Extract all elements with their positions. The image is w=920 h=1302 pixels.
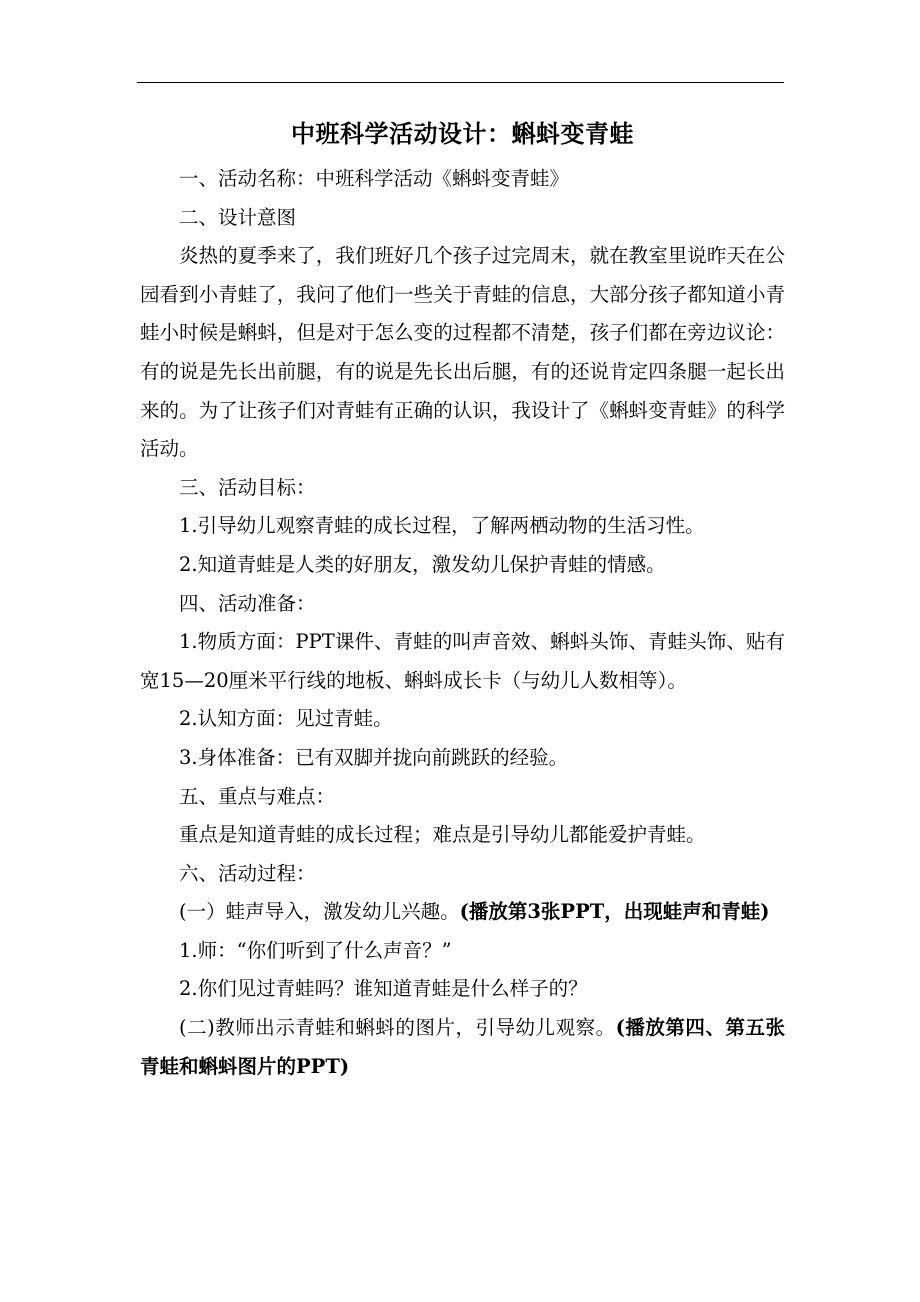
paragraph-preparation-heading — [140, 585, 785, 624]
document-title: 中班科学活动设计：蝌蚪变青蛙 — [291, 119, 634, 148]
paragraph-text: 一、活动名称：中班科学活动《蝌蚪变青蛙》 — [179, 167, 570, 190]
paragraph-text: (二)教师出示青蛙和蝌蚪的图片，引导幼儿观察。 — [179, 1016, 616, 1040]
paragraph-goals-heading — [140, 469, 785, 508]
paragraph-text: 1.物质方面：PPT课件、青蛙的叫声音效、蝌蚪头饰、青蛙头饰、贴有宽15—20厘米平行线的地板、蝌蚪成长卡（与幼儿人数相等）。 — [140, 630, 785, 692]
paragraph-process-step-2 — [140, 1009, 785, 1086]
paragraph-text: (一）蛙声导入，激发幼儿兴趣。 — [179, 900, 460, 924]
paragraph-text: 2.知道青蛙是人类的好朋友，激发幼儿保护青蛙的情感。 — [179, 552, 666, 576]
paragraph-activity-name — [140, 160, 785, 199]
paragraph-text: 四、活动准备： — [179, 591, 316, 615]
paragraph-text: 1.师：“你们听到了什么声音？” — [179, 938, 452, 962]
paragraph-bold-note: (播放第3张PPT，出现蛙声和青蛙) — [459, 900, 770, 924]
paragraph-preparation-3 — [140, 739, 785, 778]
paragraph-design-intent-heading — [140, 199, 785, 238]
document-page — [140, 110, 785, 1086]
paragraph-process-step-1-q1 — [140, 932, 785, 971]
paragraph-preparation-1 — [140, 623, 785, 700]
paragraph-focus-heading — [140, 778, 785, 817]
paragraph-text: 炎热的夏季来了，我们班好几个孩子过完周末，就在教室里说昨天在公园看到小青蛙了，我问了他们一些关于青蛙的信息，大部分孩子都知道小青蛙小时候是蝌蚪，但是对于怎么变的过程都不清楚，孩子们都在旁边议论：有的说是先长出前腿，有的说是先长出后腿，有的还说肯定四条腿一起长出来的。为了让孩子们对青蛙有正确的认识，我设计了《蝌蚪变青蛙》的科学活动。 — [140, 244, 785, 461]
paragraph-process-step-1-q2 — [140, 970, 785, 1009]
paragraph-text: 二、设计意图 — [179, 205, 297, 229]
paragraph-text: 重点是知道青蛙的成长过程；难点是引导幼儿都能爱护青蛙。 — [179, 823, 706, 847]
paragraph-goal-2 — [140, 546, 785, 585]
paragraph-text: 三、活动目标： — [179, 475, 316, 499]
paragraph-focus-body — [140, 816, 785, 855]
paragraph-bold-note: (播放第四、第五张青蛙和蝌蚪图片的PPT) — [140, 1016, 785, 1078]
paragraph-text: 五、重点与难点： — [179, 784, 336, 808]
header-rule — [137, 82, 784, 83]
paragraph-text: 六、活动过程： — [179, 861, 316, 885]
paragraph-text: 1.引导幼儿观察青蛙的成长过程，了解两栖动物的生活习性。 — [179, 514, 705, 538]
paragraph-text: 2.认知方面：见过青蛙。 — [179, 707, 393, 731]
paragraph-text: 2.你们见过青蛙吗？谁知道青蛙是什么样子的？ — [179, 977, 588, 1001]
paragraph-process-step-1 — [140, 893, 785, 932]
paragraph-goal-1 — [140, 507, 785, 546]
paragraph-text: 3.身体准备：已有双脚并拢向前跳跃的经验。 — [179, 745, 569, 769]
paragraph-design-intent-body — [140, 237, 785, 469]
paragraph-preparation-2 — [140, 700, 785, 739]
paragraph-process-heading — [140, 855, 785, 894]
